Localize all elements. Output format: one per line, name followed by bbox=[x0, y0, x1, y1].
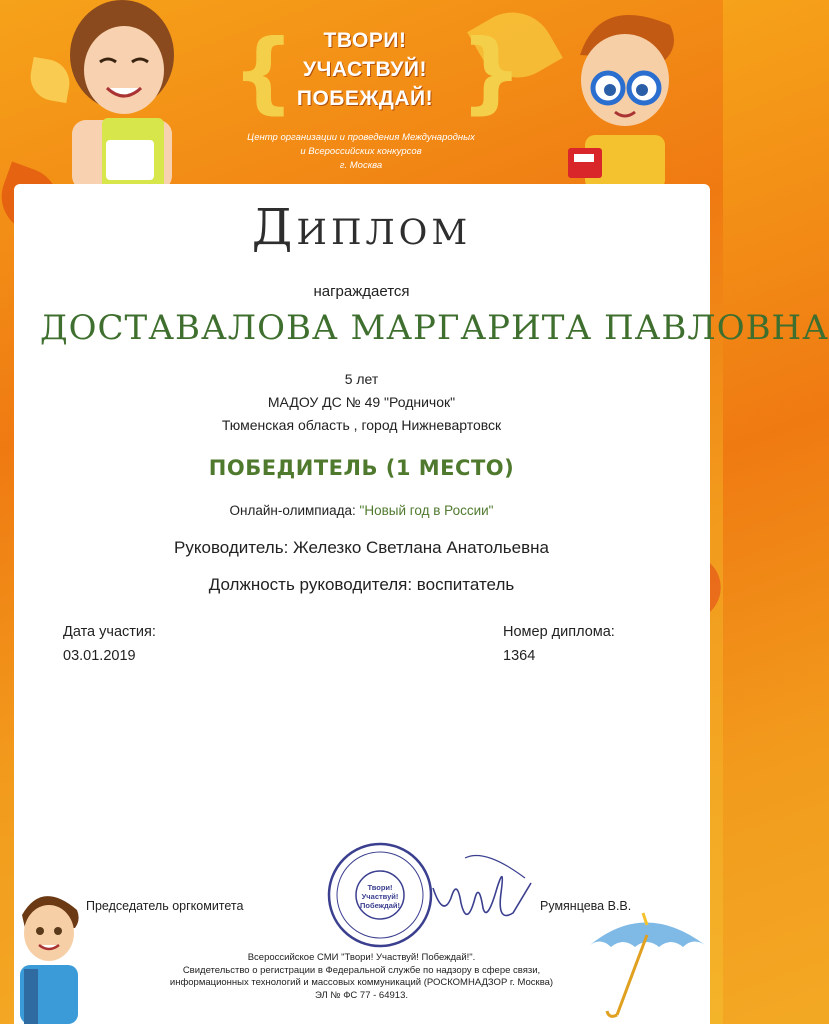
right-bracket-decoration: } bbox=[460, 20, 523, 123]
diploma-number-block bbox=[503, 620, 615, 668]
umbrella-illustration bbox=[585, 905, 710, 1020]
result-title: ПОБЕДИТЕЛЬ (1 МЕСТО) bbox=[208, 456, 515, 480]
signature-scribble bbox=[425, 848, 535, 933]
svg-text:Твори!: Твори! bbox=[367, 883, 393, 892]
recipient-age: 5 лет bbox=[344, 371, 379, 387]
slogan-line: ТВОРИ! bbox=[323, 29, 407, 52]
awarded-label: награждается bbox=[313, 283, 410, 300]
institution-name: МАДОУ ДС № 49 "Родничок" bbox=[267, 394, 456, 410]
diploma-number-value: 1364 bbox=[503, 648, 536, 664]
organizer-line: г. Москва bbox=[339, 160, 383, 171]
chairman-label: Председатель оргкомитета bbox=[86, 899, 244, 913]
chairman-name: Румянцева В.В. bbox=[540, 899, 632, 913]
media-registration-footer bbox=[120, 952, 603, 1002]
supervisor-position-line: Должность руководителя: воспитатель bbox=[208, 575, 515, 594]
footer-line: Всероссийское СМИ "Твори! Участвуй! Побеждай!". bbox=[247, 952, 476, 963]
girl-illustration bbox=[62, 0, 182, 190]
footer-line: ЭЛ № ФС 77 - 64913. bbox=[314, 989, 408, 1001]
slogan-line: ПОБЕЖДАЙ! bbox=[296, 87, 434, 110]
left-bracket-decoration: { bbox=[232, 20, 295, 123]
participation-date-block bbox=[63, 620, 156, 668]
olympiad-label: Онлайн-олимпиада: bbox=[229, 503, 360, 518]
supervisor-line: Руководитель: Железко Светлана Анатольевна bbox=[174, 538, 549, 557]
schoolboy-illustration bbox=[14, 885, 84, 1024]
slogan-line: УЧАСТВУЙ! bbox=[303, 58, 427, 81]
region-name: Тюменская область , город Нижневартовск bbox=[221, 417, 502, 433]
boy-with-glasses-illustration bbox=[560, 0, 690, 190]
olympiad-name: "Новый год в России" bbox=[359, 503, 494, 518]
organizer-line: Центр организации и проведения Международных bbox=[247, 132, 475, 143]
diploma-header bbox=[0, 0, 723, 185]
diploma-number-label: Номер диплома: bbox=[503, 624, 615, 640]
footer-line: Свидетельство о регистрации в Федеральной службе по надзору в сфере связи, bbox=[182, 964, 541, 976]
participation-date-value: 03.01.2019 bbox=[63, 648, 136, 664]
olympiad-line bbox=[0, 503, 723, 518]
diploma-title: Диплом bbox=[251, 198, 472, 256]
svg-text:Участвуй!: Участвуй! bbox=[361, 892, 399, 901]
organizer-line: и Всероссийских конкурсов bbox=[300, 146, 422, 157]
organization-stamp bbox=[325, 840, 435, 950]
participation-date-label: Дата участия: bbox=[63, 624, 156, 640]
slogan-logo bbox=[270, 26, 460, 113]
svg-text:Побеждай!: Побеждай! bbox=[359, 901, 401, 910]
organizer-caption bbox=[232, 131, 490, 173]
recipient-name: ДОСТАВАЛОВА МАРГАРИТА ПАВЛОВНА bbox=[40, 308, 829, 348]
footer-line: информационных технологий и массовых коммуникаций (РОСКОМНАДЗОР г. Москва) bbox=[169, 977, 554, 988]
